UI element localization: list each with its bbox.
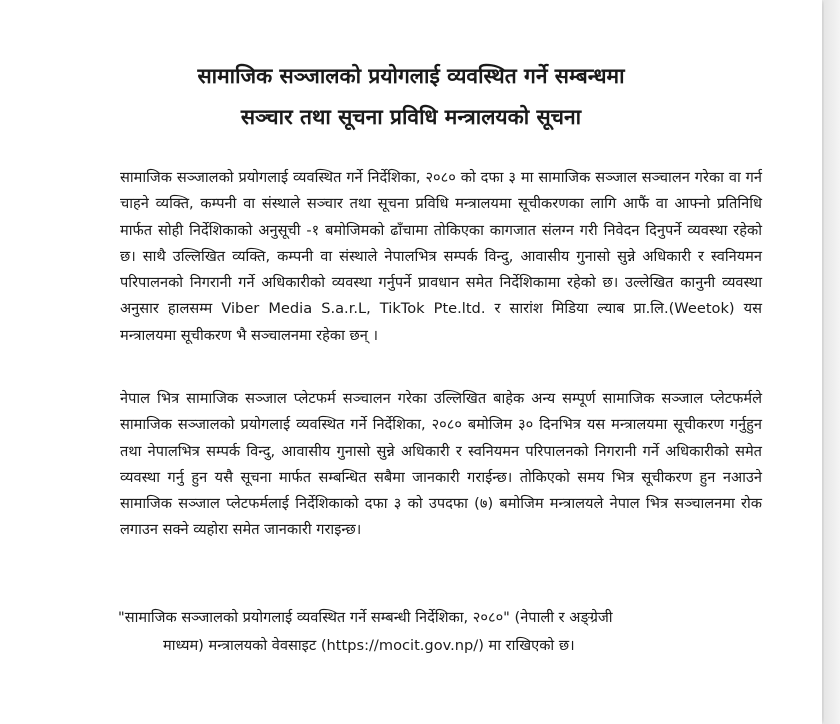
document-title: सामाजिक सञ्जालको प्रयोगलाई व्यवस्थित गर्ने सम्बन्धमा	[197, 64, 625, 88]
page-edge-shadow	[824, 0, 840, 724]
document-subtitle: सञ्चार तथा सूचना प्रविधि मन्त्रालयको सूचना	[240, 105, 582, 129]
paragraph-registration-notice: नेपाल भित्र सामाजिक सञ्जाल प्लेटफर्म सञ्चालन गरेका उल्लिखित बाहेक अन्य सम्पूर्ण सामाजिक सञ्जाल प्लेटफर्मले सामाजिक सञ्जालको प्रयोगलाई व्यवस्थित गर्ने निर्देशिका, २०८० बमोजिम ३० दिनभित्र यस मन्त्रालयमा सूचीकरण गर्नुहुन तथा नेपालभित्र सम्पर्क विन्दु, आवासीय गुनासो सुन्ने अधिकारी र स्वनियमन परिपालनको निगरानी गर्ने अधिकारीको समेत व्यवस्था गर्नु हुन यसै सूचना मार्फत सम्बन्धित सबैमा जानकारी गराईन्छ। तोकिएको समय भित्र सूचीकरण हुन नआउने सामाजिक सञ्जाल प्लेटफर्मलाई निर्देशिकाको दफा ३ को उपदफा (७) बमोजिम मन्त्रालयले नेपाल भित्र सञ्चालनमा रोक लगाउन सक्ने व्यहोरा समेत जानकारी गराइन्छ।	[120, 390, 762, 539]
footer-note-line2: माध्यम) मन्त्रालयको वेवसाइट (https://mocit.gov.np/) मा राखिएको छ।	[163, 637, 575, 654]
paragraph-registration-provision: सामाजिक सञ्जालको प्रयोगलाई व्यवस्थित गर्ने निर्देशिका, २०८० को दफा ३ मा सामाजिक सञ्जाल सञ्चालन गरेका वा गर्न चाहने व्यक्ति, कम्पनी वा संस्थाले सञ्चार तथा सूचना प्रविधि मन्त्रालयमा सूचीकरणका लागि आफैं वा आफ्नो प्रतिनिधि मार्फत सोही निर्देशिकाको अनुसूची -१ बमोजिमको ढाँचामा तोकिएका कागजात संलग्न गरी निवेदन दिनुपर्ने व्यवस्था रहेको छ। साथै उल्लिखित व्यक्ति, कम्पनी वा संस्थाले नेपालभित्र सम्पर्क विन्दु, आवासीय गुनासो सुन्ने अधिकारी र स्वनियमन परिपालनको निगरानी गर्ने अधिकारीको व्यवस्था गर्नुपर्ने प्रावधान समेत निर्देशिकामा रहेको छ। उल्लेखित कानुनी व्यवस्था अनुसार हालसम्म Viber Media S.a.r.L, TikTok Pte.ltd. र सारांश मिडिया ल्याब प्रा.लि.(Weetok) यस मन्त्रालयमा सूचीकरण भै सञ्चालनमा रहेका छन् ।	[120, 169, 762, 344]
footer-note-line1: "सामाजिक सञ्जालको प्रयोगलाई व्यवस्थित गर्ने सम्बन्धी निर्देशिका, २०८०" (नेपाली र अङ्ग्रेजी	[118, 609, 613, 626]
